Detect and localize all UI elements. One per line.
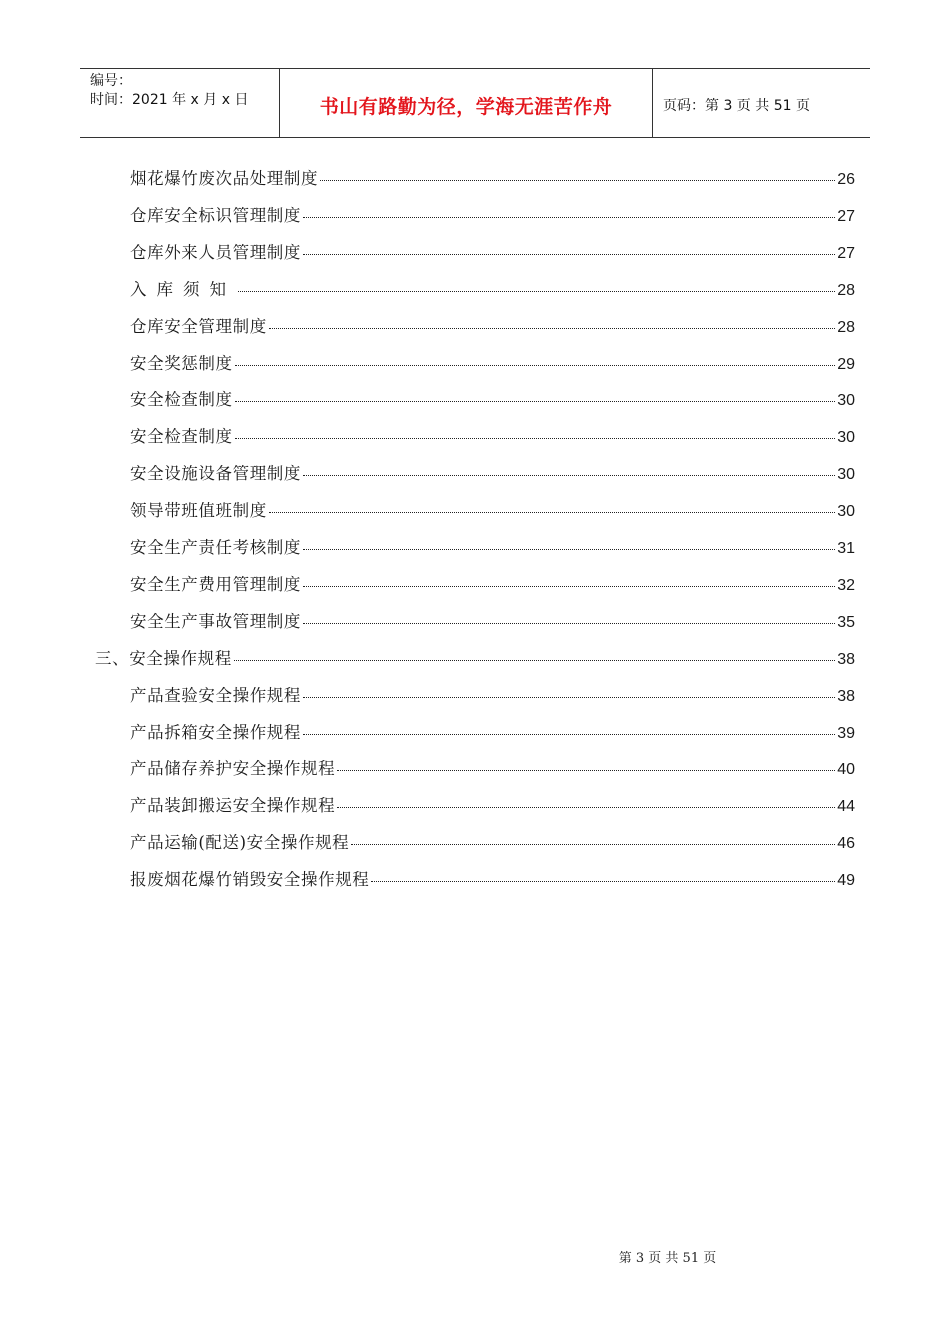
toc-entry-title: 产品储存养护安全操作规程 [130,759,336,779]
toc-leader-dots [303,697,835,698]
toc-leader-dots [238,291,835,292]
toc-leader-dots [235,401,836,402]
toc-leader-dots [235,365,836,366]
toc-entry-page: 40 [837,761,855,779]
toc-leader-dots [303,734,835,735]
toc-entry[interactable] [130,866,855,896]
toc-entry-title: 安全奖惩制度 [130,353,233,373]
toc-entry[interactable] [130,534,855,564]
toc-entry[interactable] [130,386,855,416]
toc-entry-title: 入库须知 [130,279,236,299]
toc-entry[interactable] [95,645,855,675]
toc-entry-title: 产品运输(配送)安全操作规程 [130,833,350,853]
toc-entry-title: 仓库安全标识管理制度 [130,205,301,225]
toc-entry-title: 安全生产责任考核制度 [130,538,301,557]
toc-entry[interactable] [130,423,855,453]
toc-entry-page: 46 [837,835,855,853]
toc-entry-title: 产品装卸搬运安全操作规程 [130,796,336,816]
toc-entry[interactable] [130,350,855,380]
toc-entry-page: 30 [837,392,855,410]
toc-entry[interactable] [130,829,855,859]
toc-entry-title: 烟花爆竹废次品处理制度 [130,169,319,188]
toc-entry-title: 安全检查制度 [130,427,233,447]
toc-entry[interactable] [130,571,855,601]
toc-leader-dots [269,328,835,329]
toc-entry-page: 30 [837,503,855,521]
number-label: 编号： [90,73,132,89]
toc-entry-page: 27 [837,207,855,225]
toc-leader-dots [351,844,835,845]
toc-entry[interactable] [130,608,855,638]
toc-entry-title: 安全设施设备管理制度 [130,464,301,484]
toc-entry-page: 26 [837,171,855,188]
toc-entry[interactable] [130,165,855,195]
toc-leader-dots [303,217,835,218]
toc-leader-dots [269,512,835,513]
toc-entry-page: 49 [837,872,855,890]
toc-entry-page: 30 [837,466,855,484]
toc-leader-dots [235,438,836,439]
toc-entry-page: 44 [837,798,855,816]
toc-entry-title: 领导带班值班制度 [130,501,267,521]
toc-entry[interactable] [130,497,855,527]
toc-leader-dots [320,180,835,181]
toc-entry-page: 38 [837,650,855,668]
page-footer [0,1247,950,1266]
toc-entry-page: 29 [837,355,855,373]
toc-leader-dots [234,660,835,661]
toc-entry-title: 报废烟花爆竹销毁安全操作规程 [130,870,370,890]
toc-entry[interactable] [130,276,855,306]
toc-entry-page: 28 [837,281,855,299]
toc-entry-title: 安全生产事故管理制度 [130,611,301,631]
toc-entry-page: 38 [837,687,855,705]
toc-entry-title: 仓库外来人员管理制度 [130,242,301,262]
toc-entry-title: 产品拆箱安全操作规程 [130,722,301,742]
toc-leader-dots [371,881,835,882]
toc-leader-dots [337,770,835,771]
header-meta [80,69,280,137]
toc-entry-title: 三、安全操作规程 [95,648,232,668]
toc-leader-dots [337,807,835,808]
toc-entry[interactable] [130,682,855,712]
toc-entry-page: 27 [837,244,855,262]
toc-leader-dots [303,586,835,587]
toc-entry[interactable] [130,460,855,490]
time-label: 时间：2021 年 x 月 x 日 [90,92,249,108]
toc-entry-title: 安全检查制度 [130,390,233,410]
toc-entry-page: 32 [837,576,855,594]
toc-entry-page: 31 [837,540,855,557]
toc-entry-title: 安全生产费用管理制度 [130,574,301,594]
toc-leader-dots [303,623,835,624]
footer-page-number: 第 3 页 共 51 页 [618,1251,717,1266]
toc-entry[interactable] [130,313,855,343]
toc-entry-page: 30 [837,429,855,447]
toc-entry-title: 仓库安全管理制度 [130,316,267,336]
toc-entry-page: 39 [837,724,855,742]
toc-leader-dots [303,475,835,476]
toc-entry[interactable] [130,202,855,232]
toc-entry[interactable] [130,719,855,749]
toc-entry[interactable] [130,792,855,822]
page-header [80,68,870,138]
toc-entry[interactable] [130,239,855,269]
toc-entry-page: 35 [837,613,855,631]
toc-entry-page: 28 [837,318,855,336]
toc-leader-dots [303,254,835,255]
header-motto: 书山有路勤为径，学海无涯苦作舟 [280,69,653,137]
header-page-info: 页码：第 3 页 共 51 页 [663,98,810,114]
toc-entry-title: 产品查验安全操作规程 [130,685,301,705]
toc-entry[interactable] [130,755,855,785]
toc-leader-dots [303,549,835,550]
